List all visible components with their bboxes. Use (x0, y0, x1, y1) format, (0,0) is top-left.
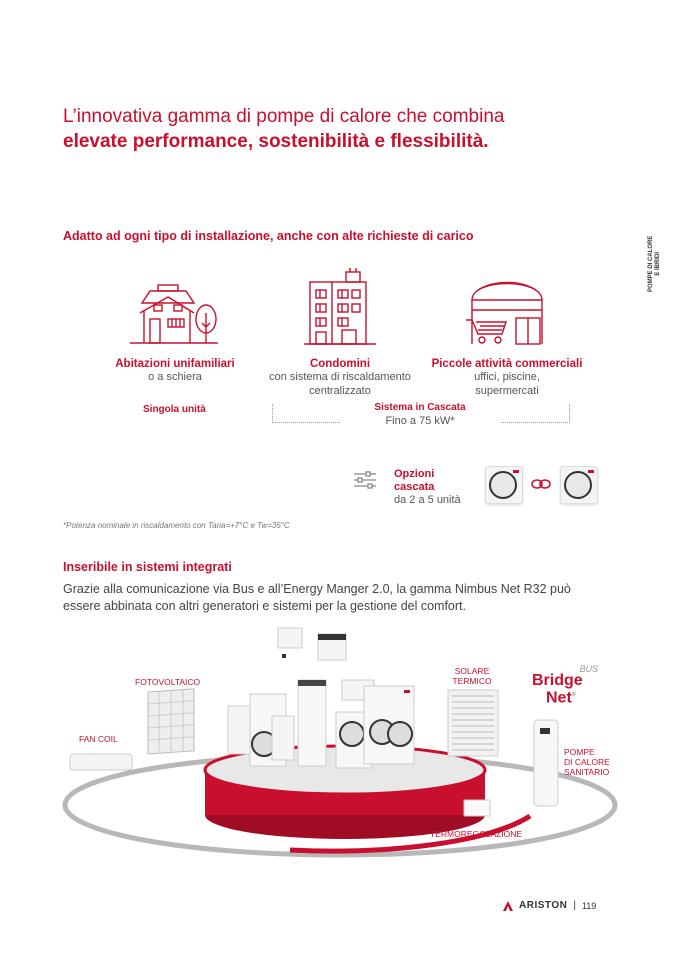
title-line-2: elevate performance, sostenibilità e flessibilità. (63, 131, 489, 152)
bridge-bus: BUS (579, 664, 598, 674)
footnote: *Potenza nominale in riscaldamento con Taria=+7°C e Tw=35°C (63, 521, 290, 530)
options-sub: da 2 a 5 unità (394, 494, 461, 506)
fotovoltaico-label: FOTOVOLTAICO (135, 677, 201, 687)
category-single-family (95, 358, 255, 384)
page-number: 119 (581, 900, 597, 911)
registered-mark: ® (571, 692, 577, 698)
link-icon (530, 478, 552, 490)
apartment-building-icon (302, 268, 378, 346)
category-title: Piccole attività commerciali (431, 358, 583, 370)
ariston-logo-icon (503, 901, 513, 911)
footer (503, 900, 596, 911)
category-title: Condomini (309, 358, 371, 370)
category-subtitle: o a schiera (148, 371, 202, 383)
footer-brand: ARISTON (519, 900, 568, 911)
bridge-net-logo (532, 664, 598, 705)
system-illustration (60, 620, 620, 860)
pompe-line-2: DI CALORE (564, 757, 610, 767)
page-title (63, 104, 623, 154)
options-title-2: cascata (394, 481, 435, 493)
fan-icon (489, 471, 517, 499)
title-line-1: L’innovativa gamma di pompe di calore che combina (63, 106, 505, 127)
house-icon (128, 283, 220, 345)
shopping-cart-building-icon (464, 270, 550, 346)
installation-heading: Adatto ad ogni tipo di installazione, anche con alte richieste di carico (63, 229, 474, 243)
termoregolazione-label: TERMOREGOLAZIONE (430, 829, 523, 839)
singola-unita-label: Singola unità (143, 404, 206, 415)
pompe-line-1: POMPE (564, 747, 595, 757)
heat-pump-unit-image (560, 466, 598, 504)
pompe-sanitario-label (564, 747, 610, 777)
fan-icon (564, 471, 592, 499)
solare-line-2: TERMICO (452, 676, 492, 686)
solare-line-1: SOLARE (454, 666, 490, 676)
side-tab-line-1: POMPE DI CALORE (648, 235, 654, 292)
category-condomini (258, 358, 422, 398)
sliders-icon (352, 470, 378, 490)
bridge-line-2-text: Net (546, 689, 572, 707)
side-tab (648, 236, 662, 292)
side-tab-line-2: E IBRIDI (655, 252, 661, 276)
category-subtitle: con sistema di riscaldamento centralizzato (269, 371, 411, 397)
bridge-line-1: Bridge (532, 672, 583, 689)
integrated-systems-body: Grazie alla comunicazione via Bus e all’Energy Manger 2.0, la gamma Nimbus Net R32 può essere abbinata con altri generatori e sistemi per la gestione del comfort. (63, 582, 571, 613)
cascade-options (394, 468, 461, 506)
cascata-title: Sistema in Cascata (374, 402, 466, 413)
category-title: Abitazioni unifamiliari (115, 358, 235, 370)
footer-separator: | (573, 900, 576, 911)
integrated-systems-heading: Inseribile in sistemi integrati (63, 560, 232, 574)
cascata-sub: Fino a 75 kW* (385, 415, 455, 427)
solare-termico-label (452, 666, 492, 686)
pompe-line-3: SANITARIO (564, 767, 610, 777)
bridge-line-2 (532, 688, 598, 705)
category-commercial (422, 358, 592, 398)
category-subtitle: uffici, piscine, supermercati (474, 371, 540, 397)
cascata-block (340, 402, 500, 427)
options-title-1: Opzioni (394, 468, 435, 480)
heat-pump-unit-image (485, 466, 523, 504)
fan-coil-label: FAN COIL (79, 734, 118, 744)
